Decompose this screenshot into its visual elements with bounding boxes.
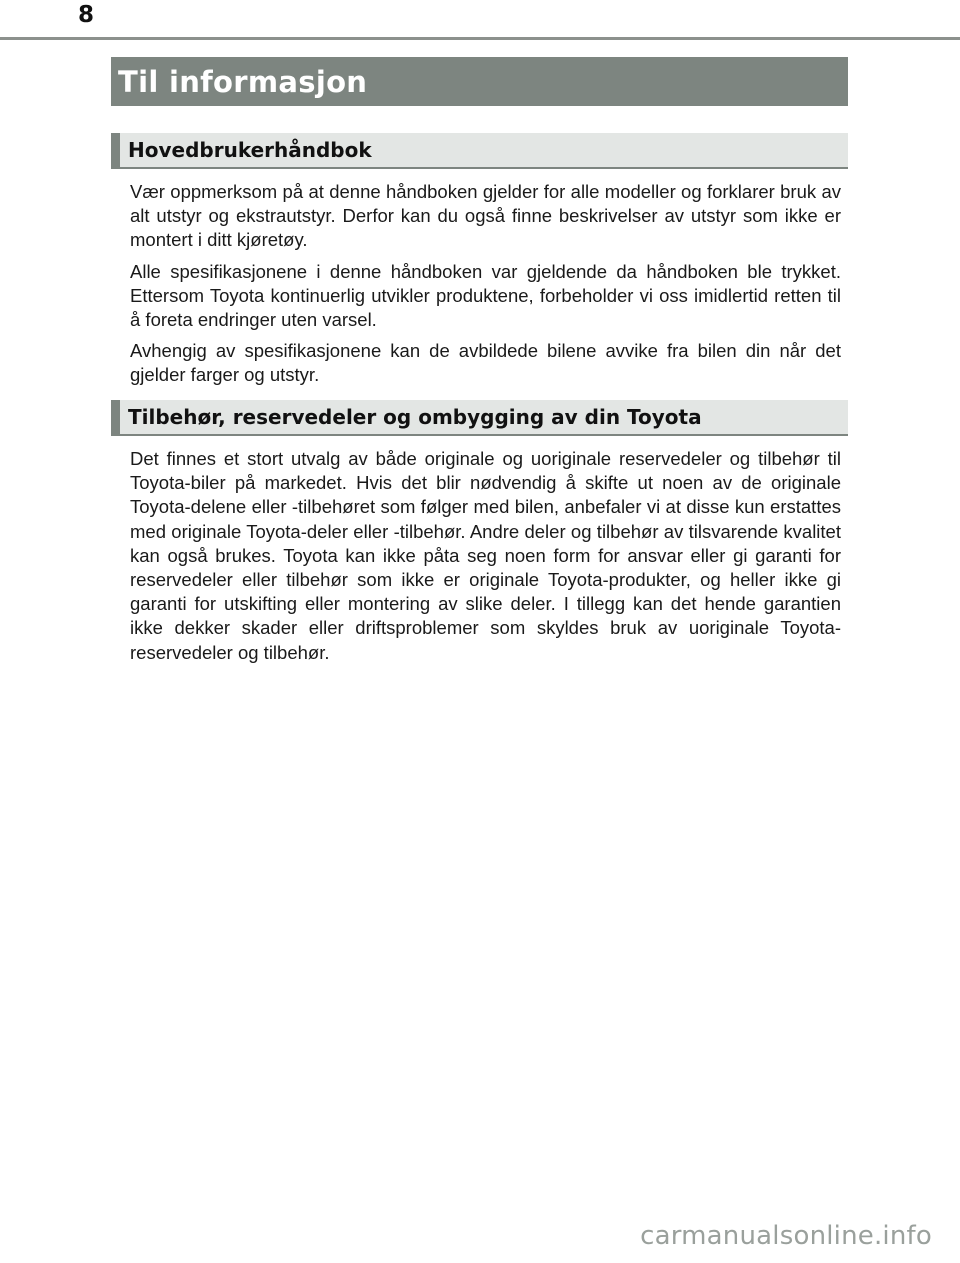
paragraph: Avhengig av spesifikasjonene kan de avbildede bilene avvike fra bilen din når det gjelder farger og utstyr. [130,340,841,386]
paragraph: Vær oppmerksom på at denne håndboken gjelder for alle modeller og forklarer bruk av alt utstyr og ekstrautstyr. Derfor kan du også finne beskrivelser av utstyr som ikke er montert i ditt kjøretøy. [130,181,841,251]
section-body-2 [130,447,841,672]
section-body-1 [130,180,841,395]
paragraph: Alle spesifikasjonene i denne håndboken var gjeldende da håndboken ble trykket. Ettersom Toyota kontinuerlig utvikler produktene, forbeholder vi oss imidlertid retten til å foreta endringer uten varsel. [130,260,841,331]
section-heading-bar-1 [111,133,848,169]
section-heading: Tilbehør, reservedeler og ombygging av din Toyota [128,405,702,429]
chapter-title: Til informasjon [118,64,368,99]
section-heading: Hovedbrukerhåndbok [128,138,372,162]
chapter-title-bar [111,57,848,106]
header-rule [0,37,960,40]
paragraph: Det finnes et stort utvalg av både originale og uoriginale reservedeler og tilbehør til Toyota-biler på markedet. Hvis det blir nødvendig å skifte ut noen av de originale Toyota-delene eller -tilbehøret som følger med bilen, anbefaler vi at disse kun erstattes med originale Toyota-deler eller -tilbehør. Andre deler og tilbehør av tilsvarende kvalitet kan også brukes. Toyota kan ikke påta seg noen form for ansvar eller gi garanti for reservedeler eller tilbehør som ikke er originale Toyota-produkter, og heller ikke gi garanti for utskifting eller montering av slike deler. I tillegg kan det hende garantien ikke dekker skader eller driftsproblemer som skyldes bruk av uoriginale Toyota-reservedeler og tilbehør. [130,448,841,663]
page-number: 8 [78,2,95,28]
watermark: carmanualsonline.info [640,1221,932,1251]
section-heading-bar-2 [111,400,848,436]
